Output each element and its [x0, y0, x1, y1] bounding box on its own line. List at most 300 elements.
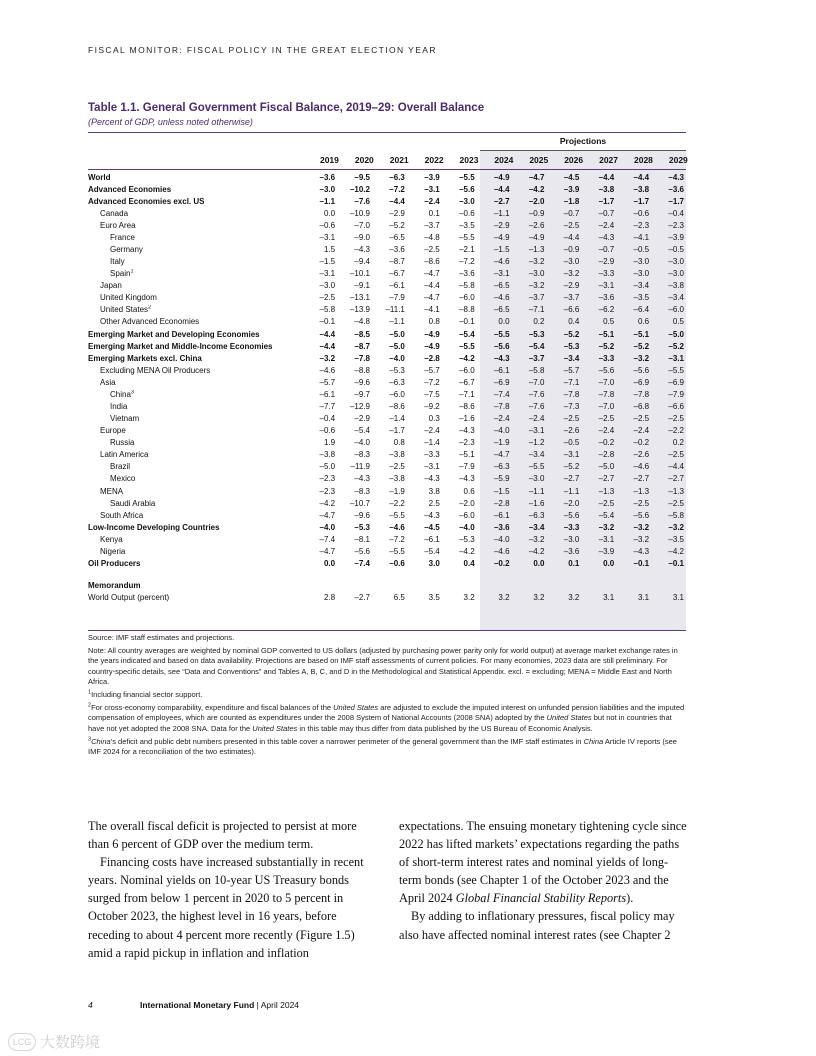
table-row	[88, 340, 686, 352]
row-label	[88, 378, 302, 387]
table-cell: –5.2	[563, 329, 580, 339]
table-cell: –5.8	[668, 510, 684, 520]
table-cell: –7.0	[528, 377, 545, 387]
table-cell: –4.4	[633, 172, 650, 182]
table-cell: –5.4	[354, 426, 370, 436]
table-cell: 3.5	[428, 593, 440, 603]
footnote-2-part: but not in countries that have not yet adopted the 2008 SNA. Data for the	[88, 713, 672, 733]
table-cell: –0.6	[389, 559, 405, 569]
table-cell: –6.3	[389, 172, 405, 182]
table-cell: 0.0	[603, 559, 615, 569]
row-label	[88, 366, 302, 375]
table-cell: –3.6	[493, 522, 510, 532]
table-cell: –7.9	[389, 293, 405, 303]
table-cell: –4.6	[319, 365, 336, 375]
table-cell: –7.8	[354, 353, 370, 363]
year-header: 2029	[668, 155, 688, 165]
row-label	[88, 462, 302, 471]
table-cell: –1.1	[528, 486, 545, 496]
table-cell: –8.8	[354, 365, 370, 375]
table-cell: –11.1	[385, 305, 405, 315]
report-title: Global Financial Stability Reports	[455, 891, 627, 906]
table-cell: –3.5	[459, 220, 475, 230]
table-cell: –4.7	[528, 172, 545, 182]
table-cell: –3.6	[389, 245, 405, 254]
table-cell: –4.0	[354, 438, 370, 448]
table-row	[88, 304, 686, 316]
table-cell: –9.5	[354, 172, 370, 182]
table-cell: –0.6	[319, 426, 336, 436]
table-cell: –10.1	[349, 269, 370, 279]
table-cell: –2.4	[424, 196, 440, 206]
table-cell: –5.5	[668, 365, 684, 375]
table-bottom-rule	[88, 630, 686, 631]
table-row	[88, 292, 686, 304]
footnote-ref: 3	[130, 389, 134, 396]
table-cell: –5.2	[563, 462, 580, 472]
table-cell: –2.5	[424, 245, 440, 254]
table-cell: –6.4	[633, 305, 650, 315]
table-row	[88, 171, 686, 183]
table-cell: –7.0	[598, 402, 615, 412]
table-cell: –4.3	[459, 474, 475, 484]
table-top-rule	[88, 132, 686, 133]
table-row	[88, 256, 686, 268]
body-paragraph: By adding to inflationary pressures, fiscal policy may also have affected nominal interest rates (see Chapter 2	[399, 909, 675, 942]
table-cell: –8.6	[459, 402, 475, 412]
table-cell: –5.5	[528, 462, 545, 472]
table-cell: –4.6	[493, 257, 510, 267]
table-cell: –4.8	[424, 232, 440, 242]
table-cell: –3.0	[668, 257, 684, 267]
table-cell: –3.0	[668, 269, 684, 279]
row-label-text: United States	[100, 305, 149, 315]
table-cell: –3.3	[598, 269, 615, 279]
row-label-text: Europe	[100, 426, 126, 436]
table-cell: –5.6	[598, 365, 615, 375]
table-cell: –0.7	[598, 245, 615, 254]
table-cell: –2.9	[563, 281, 580, 291]
table-cell: –2.5	[563, 220, 580, 230]
year-header: 2025	[529, 155, 549, 165]
table-cell: –3.0	[563, 257, 580, 267]
table-cell: 3.2	[498, 593, 510, 603]
table-cell: –3.0	[528, 474, 545, 484]
row-label-text: Nigeria	[100, 546, 126, 556]
row-label	[88, 342, 302, 351]
projections-label: Projections	[559, 136, 607, 146]
footnote-3-emphasis: China	[583, 736, 604, 746]
table-cell: –3.0	[319, 281, 336, 291]
table-cell: 3.8	[428, 486, 440, 496]
table-cell: –7.6	[354, 196, 370, 206]
table-cell: –8.6	[424, 257, 440, 267]
table-cell: –4.9	[528, 232, 545, 242]
table-cell: –5.0	[598, 462, 615, 472]
table-cell: –8.6	[389, 402, 405, 412]
table-cell: –7.8	[493, 402, 510, 412]
table-cell: –5.8	[319, 305, 336, 315]
table-row	[88, 425, 686, 437]
table-cell: 3.1	[672, 593, 684, 603]
table-cell: –0.7	[563, 208, 580, 218]
table-cell: –2.0	[528, 196, 545, 206]
table-row	[88, 376, 686, 388]
row-label-text: Brazil	[110, 462, 131, 472]
table-cell: –4.6	[389, 522, 405, 532]
table-cell: –0.1	[633, 559, 650, 569]
table-cell: –4.7	[424, 269, 440, 279]
table-cell: –1.9	[389, 486, 405, 496]
table-cell: –8.3	[354, 450, 370, 460]
source-note: Source: IMF staff estimates and projections.	[88, 633, 235, 642]
row-label-text: South Africa	[100, 510, 144, 520]
row-label	[88, 257, 302, 266]
table-cell: –5.1	[598, 329, 615, 339]
table-cell: 3.1	[637, 593, 650, 603]
table-cell: –5.4	[424, 546, 440, 556]
table-cell: –4.2	[459, 546, 475, 556]
table-cell: 1.5	[323, 245, 336, 254]
table-cell: –4.5	[424, 522, 440, 532]
row-label-text: Low-Income Developing Countries	[88, 522, 220, 532]
table-cell: –6.9	[668, 377, 684, 387]
table-cell: 0.6	[637, 317, 650, 327]
table-cell: –2.6	[633, 450, 650, 460]
table-cell: –3.4	[563, 353, 580, 363]
table-row	[88, 509, 686, 521]
table-cell: –6.7	[459, 377, 475, 387]
table-cell: –2.5	[668, 414, 684, 424]
table-cell: –8.8	[459, 305, 475, 315]
table-cell: 3.2	[463, 593, 475, 603]
table-cell: –2.7	[598, 474, 615, 484]
row-label	[88, 317, 302, 326]
table-cell: –3.4	[668, 293, 684, 303]
table-cell: –7.5	[424, 389, 440, 399]
table-cell: –3.7	[424, 220, 440, 230]
table-cell: –6.1	[493, 510, 510, 520]
table-cell: –4.4	[389, 196, 405, 206]
table-cell: –1.4	[424, 438, 440, 448]
table-cell: –3.0	[633, 257, 650, 267]
table-cell: –3.6	[563, 546, 580, 556]
row-label	[88, 281, 302, 290]
table-cell: –1.7	[389, 426, 405, 436]
table-row	[88, 473, 686, 485]
table-cell: –5.6	[633, 510, 650, 520]
row-label	[88, 426, 302, 435]
watermark	[8, 1031, 100, 1052]
table-cell: –8.3	[354, 486, 370, 496]
row-label	[88, 197, 302, 206]
table-cell: –4.3	[354, 245, 370, 254]
body-column-right	[399, 817, 689, 944]
watermark-logo-icon: LCG	[8, 1033, 36, 1051]
table-cell: –8.1	[354, 534, 370, 544]
table-cell: –5.3	[563, 341, 580, 351]
table-cell: –6.5	[389, 232, 405, 242]
table-cell: –3.2	[528, 257, 545, 267]
table-cell: –3.1	[598, 534, 615, 544]
table-cell: –9.0	[354, 232, 370, 242]
table-row	[88, 183, 686, 195]
table-row	[88, 364, 686, 376]
table-cell: –8.7	[354, 341, 370, 351]
table-cell: –13.1	[349, 293, 370, 303]
table-cell: –0.9	[528, 208, 545, 218]
table-cell: –2.4	[528, 414, 545, 424]
table-cell: –0.5	[563, 438, 580, 448]
row-label	[88, 245, 302, 254]
table-cell: 0.6	[463, 486, 475, 496]
table-cell: –2.2	[389, 498, 405, 508]
table-cell: –4.3	[598, 232, 615, 242]
table-cell: –3.1	[668, 353, 684, 363]
table-cell: –2.3	[459, 438, 475, 448]
table-cell: –4.7	[319, 510, 336, 520]
row-label-text: Advanced Economies excl. US	[88, 196, 205, 206]
table-cell: –3.5	[633, 293, 650, 303]
table-cell: –2.9	[598, 257, 615, 267]
table-cell: –4.3	[493, 353, 510, 363]
table-cell: –2.4	[493, 414, 510, 424]
row-label-text: Emerging Market and Developing Economies	[88, 329, 260, 339]
row-label-text: Asia	[100, 377, 116, 387]
table-cell: –9.6	[354, 377, 370, 387]
table-cell: –7.4	[354, 559, 370, 569]
row-label-text: Emerging Market and Middle-Income Economies	[88, 341, 273, 351]
table-cell: –6.1	[389, 281, 405, 291]
table-cell: –6.2	[598, 305, 615, 315]
table-row	[88, 388, 686, 400]
table-cell: –3.1	[563, 450, 580, 460]
table-cell: –4.2	[668, 546, 684, 556]
table-cell: –10.2	[349, 184, 370, 194]
body-text: expectations. The ensuing monetary tightening cycle since 2022 has lifted markets’ expectations regarding the paths of short-term interest rates and nominal yields of long-term bonds (see Chapter 1 of the October 2023 and the April 2024	[399, 819, 687, 906]
table-cell: –6.0	[459, 510, 475, 520]
table-cell: –1.6	[459, 414, 475, 424]
row-label-text: World Output (percent)	[88, 593, 170, 603]
table-cell: –7.3	[563, 402, 580, 412]
table-cell: –4.2	[319, 498, 336, 508]
table-cell: –9.6	[354, 510, 370, 520]
table-cell: –0.1	[668, 559, 684, 569]
table-cell: –5.5	[459, 172, 475, 182]
table-cell: 0.2	[672, 438, 684, 448]
row-label-text: Latin America	[100, 450, 149, 460]
row-label-text: Italy	[110, 257, 125, 267]
table-cell: 0.2	[533, 317, 545, 327]
row-label	[88, 474, 302, 483]
table-cell: –7.4	[493, 389, 510, 399]
table-cell: –3.8	[319, 450, 336, 460]
table-cell: –2.7	[563, 474, 580, 484]
table-cell: –3.1	[598, 281, 615, 291]
table-cell: –2.3	[319, 486, 336, 496]
table-cell: –3.6	[459, 269, 475, 279]
table-cell: –2.0	[563, 498, 580, 508]
table-cell: –3.8	[389, 450, 405, 460]
table-cell: –2.9	[389, 208, 405, 218]
table-cell: –1.7	[668, 196, 684, 206]
table-cell: –3.0	[633, 269, 650, 279]
table-cell: –7.2	[459, 257, 475, 267]
table-cell: –4.6	[493, 293, 510, 303]
table-cell: –4.4	[424, 281, 440, 291]
body-column-left	[88, 817, 378, 962]
table-cell: –2.4	[598, 220, 615, 230]
year-header: 2020	[354, 155, 374, 165]
table-cell: –2.5	[319, 293, 336, 303]
table-cell: 0.8	[428, 317, 440, 327]
table-cell: –4.2	[528, 184, 545, 194]
table-cell: –3.5	[668, 534, 684, 544]
table-cell: –5.2	[633, 341, 650, 351]
table-cell: –2.9	[354, 414, 370, 424]
row-label-text: Germany	[110, 245, 143, 254]
table-cell: –3.2	[633, 353, 650, 363]
table-cell: –2.7	[493, 196, 510, 206]
table-cell: 2.5	[428, 498, 440, 508]
table-cell: –6.0	[668, 305, 684, 315]
table-cell: –2.4	[598, 426, 615, 436]
table-cell: –3.7	[563, 293, 580, 303]
table-cell: –4.4	[668, 462, 684, 472]
table-cell: 0.3	[428, 414, 440, 424]
table-cell: –3.6	[668, 184, 684, 194]
row-label	[88, 535, 302, 544]
table-cell: –2.7	[668, 474, 684, 484]
table-cell: –4.6	[633, 462, 650, 472]
table-cell: –3.9	[668, 232, 684, 242]
table-cell: –3.8	[668, 281, 684, 291]
row-label	[88, 487, 302, 496]
table-cell: –2.5	[668, 498, 684, 508]
table-cell: –3.1	[319, 269, 336, 279]
footnote-ref: 2	[148, 305, 152, 311]
table-cell: –6.0	[389, 389, 405, 399]
row-label	[88, 414, 302, 423]
footnote-3-part: Article IV reports (see IMF 2024 for a reconciliation of the two estimates).	[88, 736, 677, 757]
table-cell: –5.7	[424, 365, 440, 375]
table-cell: –7.7	[319, 402, 336, 412]
table-cell: –2.5	[563, 414, 580, 424]
table-cell: –3.0	[528, 269, 545, 279]
table-row	[88, 461, 686, 473]
table-cell: 0.4	[463, 559, 475, 569]
row-label	[88, 559, 302, 568]
row-label-text: Oil Producers	[88, 559, 141, 569]
table-cell: –3.8	[633, 184, 650, 194]
table-cell: –5.8	[459, 281, 475, 291]
table-row	[88, 328, 686, 340]
table-cell: –3.9	[563, 184, 580, 194]
table-cell: –4.1	[424, 305, 440, 315]
table-cell: –2.6	[528, 220, 545, 230]
row-label-text: Saudi Arabia	[110, 498, 156, 508]
table-cell: –6.3	[389, 377, 405, 387]
table-cell: –9.1	[354, 281, 370, 291]
table-cell: –3.7	[528, 293, 545, 303]
table-cell: –4.3	[633, 546, 650, 556]
table-cell: –4.4	[319, 341, 336, 351]
projections-underline	[480, 150, 686, 151]
footnote-2: $^2$For cross-economy comparability, expenditure and fiscal balances of the United States are adjusted to exclude the imputed interest on unfunded pension liabilities and the imputed compensation of employees, which are counted as expenditures under the 2008 System of National Accounts (2008 SNA) adopted by the United States but not in countries that have not yet adopted the 2008 SNA. Data for the United States in this table may thus differ from data published by the US Bureau of Economic Analysis.	[88, 702, 685, 733]
table-cell: –6.1	[493, 365, 510, 375]
table-cell: –2.9	[493, 220, 510, 230]
table-cell: 2.8	[323, 593, 336, 603]
row-label-text: MENA	[100, 486, 124, 496]
table-cell: –7.8	[598, 389, 615, 399]
table-cell: –6.3	[493, 462, 510, 472]
table-row	[88, 437, 686, 449]
row-label-text: Vietnam	[110, 414, 140, 424]
table-cell: –4.0	[389, 353, 405, 363]
table-cell: –7.9	[459, 462, 475, 472]
row-label-text: Spain	[110, 269, 131, 279]
table-cell: 0.1	[428, 208, 440, 218]
table-cell: –0.6	[633, 208, 650, 218]
body-paragraph: Financing costs have increased substantially in recent years. Nominal yields on 10-year US Treasury bonds surged from below 1 percent in 2020 to 5 percent in October 2023, the highest level in 16 years, before receding to about 4 percent more recently (Figure 1.5) amid a rapid pickup in inflation and inflation	[88, 855, 364, 960]
table-cell: –5.5	[459, 232, 475, 242]
footnote-2-part: in this table may thus differ from data published by the US Bureau of Economic Analysis.	[297, 723, 593, 733]
footnote-2-emphasis: United States	[546, 713, 592, 723]
table-cell: –5.0	[389, 341, 405, 351]
table-cell: –9.4	[354, 257, 370, 267]
row-label-text: Canada	[100, 208, 129, 218]
table-cell: –7.0	[598, 377, 615, 387]
table-cell: –5.5	[493, 329, 510, 339]
table-row	[88, 400, 686, 412]
table-cell: –12.9	[349, 402, 370, 412]
table-cell: –4.0	[459, 522, 475, 532]
row-label	[88, 354, 302, 363]
row-label	[88, 185, 302, 194]
table-cell: –2.5	[598, 414, 615, 424]
table-cell: 0.5	[672, 317, 684, 327]
table-cell: –3.0	[563, 534, 580, 544]
table-cell: –3.6	[598, 293, 615, 303]
header-rule	[88, 169, 686, 170]
table-cell: –4.9	[493, 232, 510, 242]
row-label-text: China	[110, 389, 131, 399]
table-cell: 0.0	[498, 317, 510, 327]
table-cell: –2.7	[633, 474, 650, 484]
table-cell: –13.9	[349, 305, 370, 315]
table-subtitle: (Percent of GDP, unless noted otherwise)	[88, 117, 253, 127]
table-cell: –1.1	[563, 486, 580, 496]
table-cell: –3.9	[424, 172, 440, 182]
body-text: ).	[626, 891, 634, 906]
row-label-text: Euro Area	[100, 220, 136, 230]
table-cell: –0.6	[319, 220, 336, 230]
footnote-2-part: are adjusted to exclude the imputed interest on unfunded pension liabilities and the imputed compensation of employees, which are counted as expenditures under the 2008 System of National Accounts (2008 SNA) adopted by the	[88, 703, 685, 723]
table-cell: –1.3	[598, 486, 615, 496]
table-cell: –3.0	[459, 196, 475, 206]
table-cell: –5.3	[459, 534, 475, 544]
table-cell: 0.8	[393, 438, 405, 448]
table-row	[88, 497, 686, 509]
table-cell: –0.5	[633, 245, 650, 254]
publication-date: | April 2024	[254, 1000, 300, 1010]
table-cell: 0.0	[323, 208, 336, 218]
table-row	[88, 243, 686, 255]
year-header: 2021	[389, 155, 409, 165]
table-cell: –0.2	[493, 559, 510, 569]
table-row	[88, 449, 686, 461]
table-row	[88, 268, 686, 280]
